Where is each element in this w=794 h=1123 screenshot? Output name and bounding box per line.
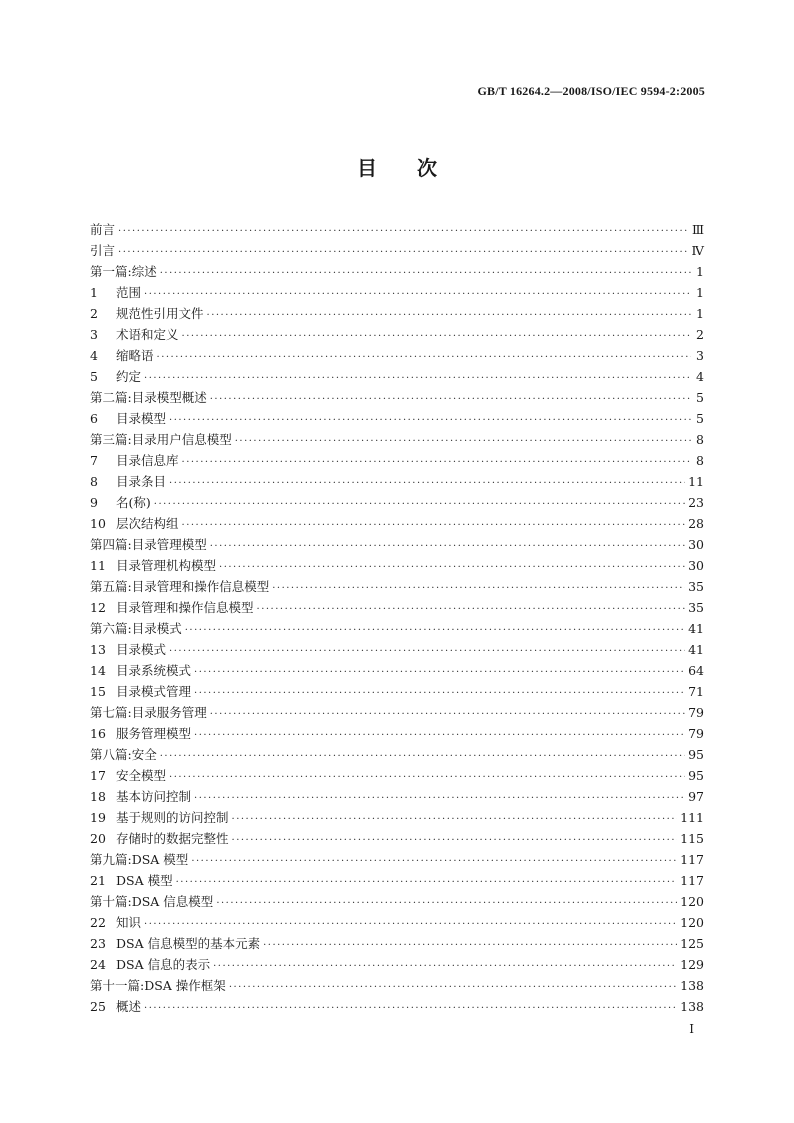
toc-entry-page: Ⅳ	[691, 243, 704, 258]
toc-dot-leader	[157, 347, 691, 368]
toc-entry-page: 125	[680, 936, 704, 951]
toc-entry[interactable]	[90, 576, 704, 597]
toc-entry-page: 5	[696, 390, 704, 405]
toc-entry-page: 129	[680, 957, 704, 972]
toc-entry-number: 15	[90, 684, 106, 699]
toc-entry-number: 2	[90, 306, 98, 321]
toc-entry-page: 8	[696, 453, 704, 468]
toc-entry-number: 8	[90, 474, 98, 489]
toc-entry[interactable]	[90, 471, 704, 492]
toc-entry[interactable]	[90, 996, 704, 1017]
toc-dot-leader	[210, 704, 685, 725]
toc-entry-page: 35	[688, 600, 704, 615]
toc-entry[interactable]	[90, 534, 704, 555]
toc-dot-leader	[232, 809, 678, 830]
toc-entry[interactable]	[90, 555, 704, 576]
toc-entry-page: 120	[680, 894, 704, 909]
toc-entry-page: 41	[688, 621, 704, 636]
toc-entry-title: 第五篇:目录管理和操作信息模型	[90, 579, 270, 594]
toc-entry-number: 14	[90, 663, 106, 678]
toc-entry-page: 71	[688, 684, 704, 699]
toc-entry[interactable]	[90, 429, 704, 450]
toc-entry-page: 11	[688, 474, 704, 489]
toc-entry-page: 1	[696, 264, 704, 279]
toc-entry[interactable]	[90, 660, 704, 681]
toc-dot-leader	[176, 872, 678, 893]
toc-entry[interactable]	[90, 870, 704, 891]
toc-entry-page: 4	[696, 369, 704, 384]
toc-entry-title: 概述	[116, 999, 142, 1014]
toc-dot-leader	[160, 263, 691, 284]
toc-entry-title: 目录模型	[116, 411, 167, 426]
toc-dot-leader	[216, 893, 677, 914]
toc-entry-title: 缩略语	[116, 348, 154, 363]
toc-entry-page: 79	[688, 726, 704, 741]
toc-entry-page: 1	[696, 306, 704, 321]
toc-entry[interactable]	[90, 219, 704, 240]
toc-entry[interactable]	[90, 261, 704, 282]
toc-dot-leader	[144, 914, 677, 935]
toc-dot-leader	[213, 956, 677, 977]
toc-entry[interactable]	[90, 492, 704, 513]
toc-dot-leader	[191, 851, 677, 872]
toc-entry-page: 1	[696, 285, 704, 300]
toc-dot-leader	[182, 452, 691, 473]
toc-dot-leader	[144, 284, 691, 305]
toc-entry-page: 79	[688, 705, 704, 720]
toc-entry[interactable]	[90, 345, 704, 366]
toc-entry-title: 引言	[90, 243, 116, 258]
toc-entry[interactable]	[90, 513, 704, 534]
toc-entry-page: 138	[680, 999, 704, 1014]
toc-dot-leader	[210, 536, 685, 557]
toc-dot-leader	[182, 326, 691, 347]
toc-entry-title: 知识	[116, 915, 142, 930]
toc-dot-leader	[219, 557, 685, 578]
toc-dot-leader	[169, 767, 685, 788]
toc-dot-leader	[118, 242, 688, 263]
toc-entry-title: 第一篇:综述	[90, 264, 157, 279]
toc-entry-number: 6	[90, 411, 98, 426]
toc-entry-page: 41	[688, 642, 704, 657]
toc-entry[interactable]	[90, 387, 704, 408]
toc-dot-leader	[160, 746, 685, 767]
toc-dot-leader	[169, 410, 691, 431]
toc-entry-title: 第十一篇:DSA 操作框架	[90, 978, 226, 993]
page-title: 目次	[357, 156, 477, 180]
toc-entry-number: 1	[90, 285, 98, 300]
toc-entry-page: 5	[696, 411, 704, 426]
toc-entry-title: 目录条目	[116, 474, 167, 489]
toc-entry-title: 存储时的数据完整性	[116, 831, 229, 846]
toc-entry-number: 5	[90, 369, 98, 384]
toc-entry[interactable]	[90, 702, 704, 723]
toc-entry-page: 95	[688, 768, 704, 783]
document-code-header: GB/T 16264.2—2008/ISO/IEC 9594-2:2005	[477, 84, 705, 98]
toc-entry-title: 目录系统模式	[116, 663, 192, 678]
toc-dot-leader	[144, 998, 677, 1019]
toc-entry-title: 前言	[90, 222, 116, 237]
toc-entry-page: 120	[680, 915, 704, 930]
toc-entry-title: 第十篇:DSA 信息模型	[90, 894, 214, 909]
toc-entry-number: 25	[90, 999, 106, 1014]
toc-entry-title: 层次结构组	[116, 516, 179, 531]
toc-dot-leader	[210, 389, 691, 410]
toc-entry-title: 基本访问控制	[116, 789, 192, 804]
toc-dot-leader	[207, 305, 691, 326]
toc-dot-leader	[185, 620, 685, 641]
toc-entry[interactable]	[90, 597, 704, 618]
toc-entry-number: 4	[90, 348, 98, 363]
toc-entry-title: 名(称)	[116, 495, 151, 510]
toc-dot-leader	[118, 221, 689, 242]
table-of-contents	[90, 219, 704, 1017]
toc-dot-leader	[194, 662, 685, 683]
toc-entry-title: DSA 信息的表示	[116, 957, 211, 972]
toc-entry[interactable]	[90, 786, 704, 807]
toc-dot-leader	[257, 599, 686, 620]
toc-entry-number: 23	[90, 936, 106, 951]
toc-entry-page: 97	[688, 789, 704, 804]
toc-dot-leader	[182, 515, 686, 536]
toc-entry[interactable]	[90, 303, 704, 324]
toc-entry[interactable]	[90, 324, 704, 345]
toc-entry-title: 目录管理和操作信息模型	[116, 600, 254, 615]
toc-entry[interactable]	[90, 681, 704, 702]
toc-entry[interactable]	[90, 849, 704, 870]
toc-entry-title: 第六篇:目录模式	[90, 621, 182, 636]
toc-entry-number: 22	[90, 915, 106, 930]
toc-entry-title: 第二篇:目录模型概述	[90, 390, 207, 405]
toc-entry-number: 16	[90, 726, 106, 741]
toc-entry-title: 目录模式	[116, 642, 167, 657]
toc-entry[interactable]	[90, 807, 704, 828]
page-number: Ⅰ	[689, 1022, 694, 1036]
toc-dot-leader	[144, 368, 691, 389]
toc-entry-page: 117	[680, 873, 704, 888]
toc-entry[interactable]	[90, 282, 704, 303]
toc-entry-number: 12	[90, 600, 106, 615]
toc-entry-page: 30	[688, 537, 704, 552]
toc-entry-title: 基于规则的访问控制	[116, 810, 229, 825]
toc-entry[interactable]	[90, 828, 704, 849]
toc-entry[interactable]	[90, 891, 704, 912]
toc-entry-title: 第三篇:目录用户信息模型	[90, 432, 232, 447]
toc-entry[interactable]	[90, 744, 704, 765]
toc-entry-page: 35	[688, 579, 704, 594]
toc-entry-title: 服务管理模型	[116, 726, 192, 741]
toc-entry-title: 第四篇:目录管理模型	[90, 537, 207, 552]
toc-entry-number: 24	[90, 957, 106, 972]
toc-entry-page: 28	[688, 516, 704, 531]
toc-entry-title: 术语和定义	[116, 327, 179, 342]
toc-entry-number: 20	[90, 831, 106, 846]
toc-entry-page: 8	[696, 432, 704, 447]
toc-entry[interactable]	[90, 639, 704, 660]
toc-entry-page: 64	[688, 663, 704, 678]
toc-entry[interactable]	[90, 408, 704, 429]
toc-dot-leader	[232, 830, 678, 851]
toc-entry-title: DSA 模型	[116, 873, 173, 888]
toc-entry-number: 10	[90, 516, 106, 531]
toc-entry[interactable]	[90, 366, 704, 387]
toc-entry-title: 第七篇:目录服务管理	[90, 705, 207, 720]
toc-dot-leader	[272, 578, 685, 599]
toc-dot-leader	[169, 641, 685, 662]
toc-dot-leader	[194, 683, 685, 704]
toc-entry-title: 目录管理机构模型	[116, 558, 217, 573]
toc-entry-number: 11	[90, 558, 106, 573]
toc-entry-title: 安全模型	[116, 768, 167, 783]
toc-entry-page: 117	[680, 852, 704, 867]
toc-entry-number: 13	[90, 642, 106, 657]
toc-dot-leader	[235, 431, 691, 452]
toc-entry-title: 范围	[116, 285, 142, 300]
toc-entry-page: 3	[696, 348, 704, 363]
toc-entry-title: 第九篇:DSA 模型	[90, 852, 189, 867]
toc-entry-page: 30	[688, 558, 704, 573]
toc-entry-title: 目录模式管理	[116, 684, 192, 699]
toc-entry-page: 115	[680, 831, 704, 846]
toc-entry[interactable]	[90, 450, 704, 471]
toc-entry[interactable]	[90, 618, 704, 639]
toc-entry-title: 目录信息库	[116, 453, 179, 468]
toc-entry-page: Ⅲ	[691, 222, 704, 237]
toc-entry[interactable]	[90, 933, 704, 954]
toc-dot-leader	[194, 788, 685, 809]
toc-entry[interactable]	[90, 765, 704, 786]
toc-entry[interactable]	[90, 954, 704, 975]
toc-entry-title: DSA 信息模型的基本元素	[116, 936, 261, 951]
toc-dot-leader	[154, 494, 685, 515]
toc-entry-title: 规范性引用文件	[116, 306, 204, 321]
toc-dot-leader	[229, 977, 677, 998]
toc-entry-page: 111	[680, 810, 704, 825]
toc-entry-page: 95	[688, 747, 704, 762]
toc-entry-number: 21	[90, 873, 106, 888]
toc-entry[interactable]	[90, 975, 704, 996]
toc-entry-number: 9	[90, 495, 98, 510]
toc-dot-leader	[194, 725, 685, 746]
toc-entry-page: 23	[688, 495, 704, 510]
toc-entry-number: 7	[90, 453, 98, 468]
toc-entry-number: 18	[90, 789, 106, 804]
toc-entry[interactable]	[90, 240, 704, 261]
toc-dot-leader	[169, 473, 685, 494]
toc-entry-number: 19	[90, 810, 106, 825]
toc-entry-title: 第八篇:安全	[90, 747, 157, 762]
toc-entry-page: 138	[680, 978, 704, 993]
toc-entry[interactable]	[90, 912, 704, 933]
toc-entry[interactable]	[90, 723, 704, 744]
toc-dot-leader	[263, 935, 677, 956]
toc-entry-title: 约定	[116, 369, 142, 384]
toc-entry-number: 17	[90, 768, 106, 783]
toc-entry-number: 3	[90, 327, 98, 342]
toc-entry-page: 2	[696, 327, 704, 342]
